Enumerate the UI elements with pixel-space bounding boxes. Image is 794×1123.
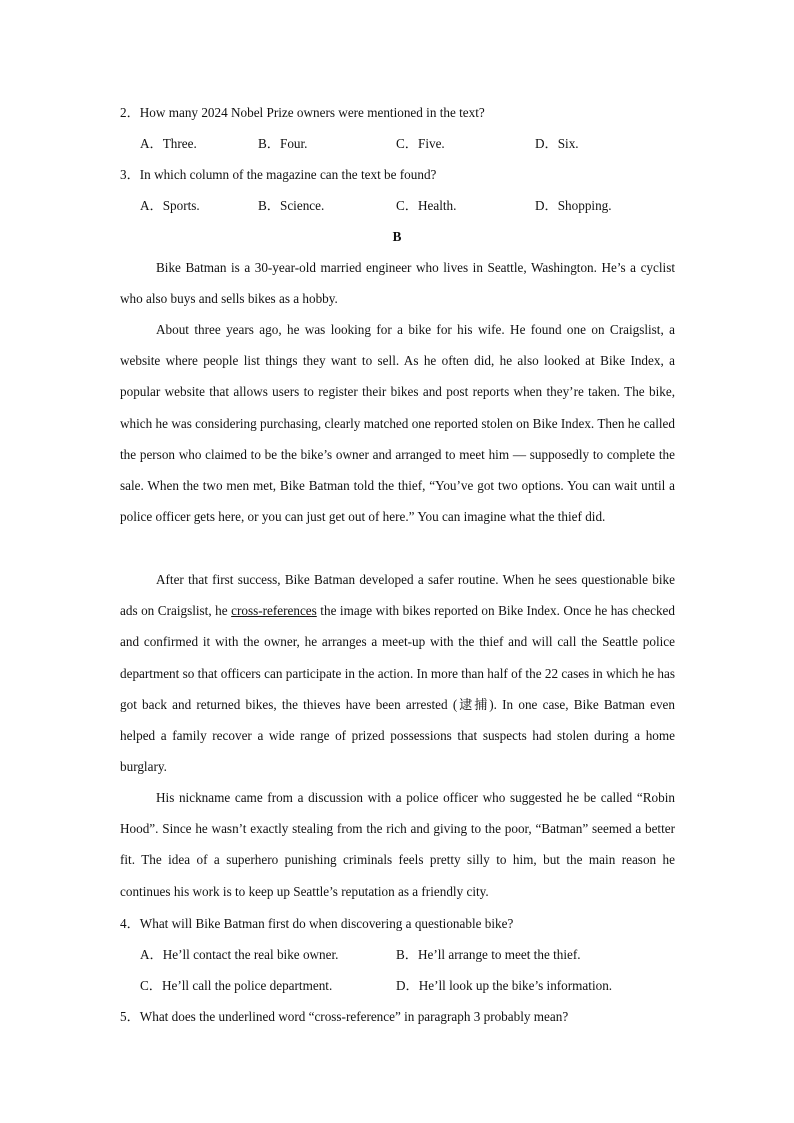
q3-option-d: D．Shopping.	[535, 198, 612, 213]
q4-option-a: A．He’ll contact the real bike owner.	[140, 947, 339, 962]
q3-option-a: A．Sports.	[140, 198, 200, 213]
paragraph-3-text-start: After that first success, Bike Batman developed a safer routine. When he sees questionable bike ads on Craigslist, he	[120, 572, 675, 619]
q2-option-a: A．Three.	[140, 136, 197, 151]
question-3-options	[140, 196, 700, 216]
section-heading: B	[392, 229, 402, 244]
q3-option-b: B．Science.	[258, 198, 325, 213]
question-5-stem: 5．What does the underlined word “cross-reference” in paragraph 3 probably mean?	[120, 1009, 569, 1024]
passage-paragraph-4: His nickname came from a discussion with a police officer who suggested he be called “Robin Hood”. Since he wasn’t exactly stealing from the rich and giving to the poor, “Batman” seemed a better fit. The idea of a superhero punishing criminals feels pretty silly to him, but the main reason he continues his work is to keep up Seattle’s reputation as a friendly city.	[120, 790, 675, 899]
question-2-stem: 2．How many 2024 Nobel Prize owners were mentioned in the text?	[120, 105, 485, 120]
passage-paragraph-3	[120, 564, 675, 782]
q4-option-d: D．He’ll look up the bike’s information.	[396, 978, 613, 993]
question-3-stem: 3．In which column of the magazine can the text be found?	[120, 167, 437, 182]
underlined-word: cross-references	[231, 603, 317, 619]
q2-option-b: B．Four.	[258, 136, 308, 151]
passage-paragraph-2: About three years ago, he was looking for a bike for his wife. He found one on Craigslist, a website where people list things they want to sell. As he often did, he also looked at Bike Index, a popular website that allows users to register their bikes and post reports when they’re taken. The bike, which he was considering purchasing, clearly matched one reported stolen on Bike Index. Then he called the person who claimed to be the bike’s owner and arranged to meet him — supposedly to complete the sale. When the two men met, Bike Batman told the thief, “You’ve got two options. You can wait until a police officer gets here, or you can just get out of here.” You can imagine what the thief did.	[120, 322, 675, 525]
paragraph-3-text-end: the image with bikes reported on Bike Index. Once he has checked and confirmed it with the owner, he arranges a meet-up with the thief and will call the Seattle police department so that officers can participate in the action. In more than half of the 22 cases in which he has got back and returned bikes, the thieves have been arrested (逮捕). In one case, Bike Batman even helped a family recover a wide range of prized possessions that suspects had stolen during a home burglary.	[120, 603, 675, 775]
question-4-stem: 4．What will Bike Batman first do when discovering a questionable bike?	[120, 916, 514, 931]
question-2-options	[140, 134, 700, 154]
q2-option-c: C．Five.	[396, 136, 445, 151]
passage-paragraph-1: Bike Batman is a 30-year-old married engineer who lives in Seattle, Washington. He’s a cyclist who also buys and sells bikes as a hobby.	[120, 260, 675, 307]
q4-option-b: B．He’ll arrange to meet the thief.	[396, 947, 581, 962]
q2-option-d: D．Six.	[535, 136, 579, 151]
q4-option-c: C．He’ll call the police department.	[140, 978, 333, 993]
question-4-options-row-1	[140, 945, 700, 965]
q3-option-c: C．Health.	[396, 198, 457, 213]
question-4-options-row-2	[140, 976, 700, 996]
